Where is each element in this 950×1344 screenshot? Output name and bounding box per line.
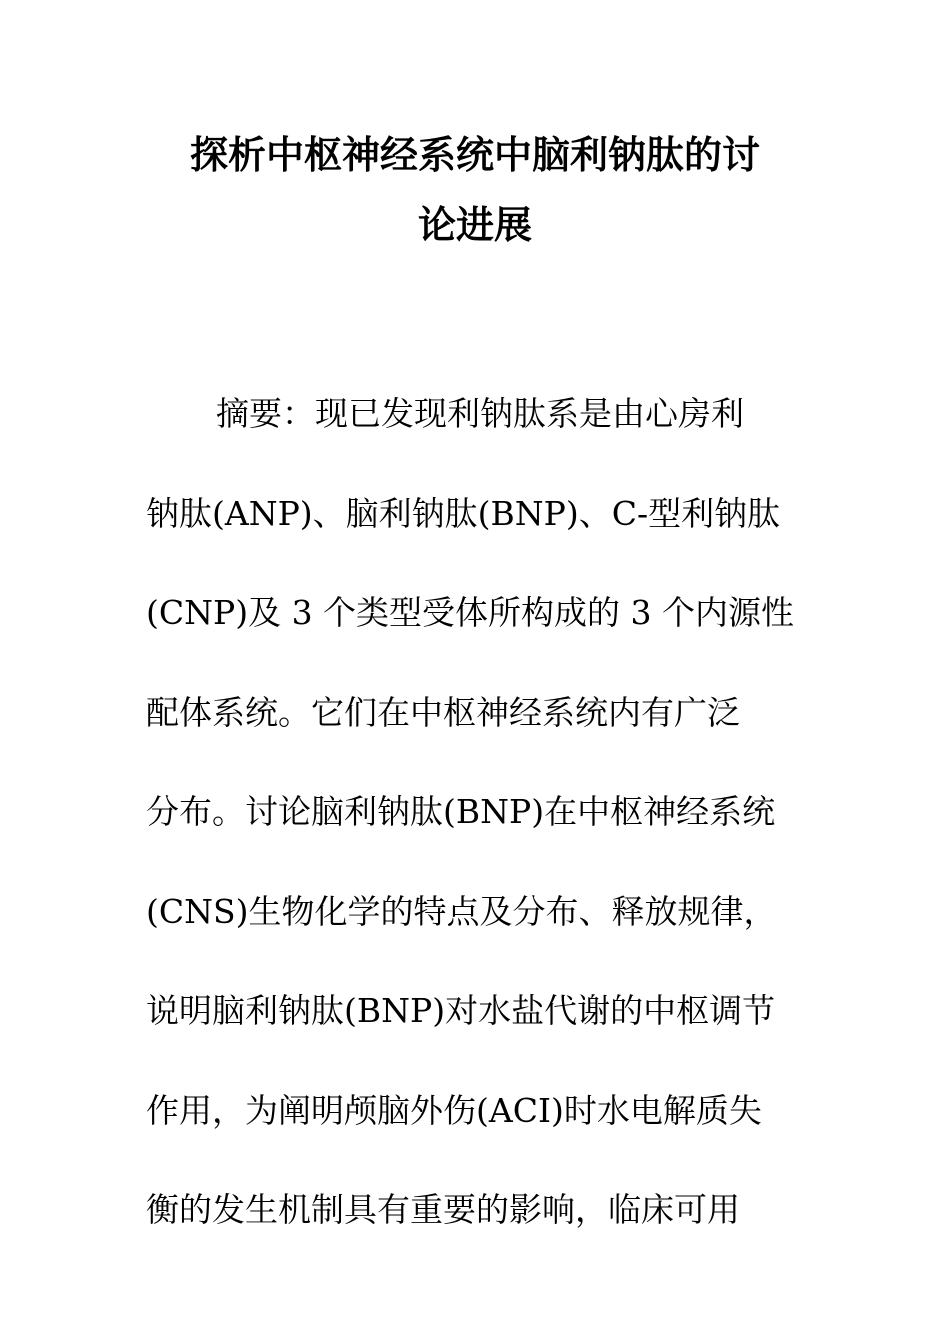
abstract-line: 分布。讨论脑利钠肽(BNP)在中枢神经系统 [146,792,776,831]
abstract-line: 配体系统。它们在中枢神经系统内有广泛 [146,692,740,732]
abstract-paragraph [146,364,806,1260]
abstract-line: 说明脑利钠肽(BNP)对水盐代谢的中枢调节 [146,991,776,1030]
abstract-line: (CNP)及 3 个类型受体所构成的 3 个内源性 [146,593,795,632]
abstract-line: (CNS)生物化学的特点及分布、释放规律， [146,891,777,931]
title-line: 探析中枢神经系统中脑利钠肽的讨 [189,132,760,177]
abstract-line: 钠肽(ANP)、脑利钠肽(BNP)、C-型利钠肽 [146,493,781,533]
abstract-line: 作用，为阐明颅脑外伤(ACI)时水电解质失 [146,1090,762,1130]
abstract-line: 衡的发生机制具有重要的影响，临床可用 [146,1190,740,1229]
document-title [130,120,820,260]
abstract-line: 摘要：现已发现利钠肽系是由心房利 [216,394,744,433]
title-line: 论进展 [417,202,532,247]
